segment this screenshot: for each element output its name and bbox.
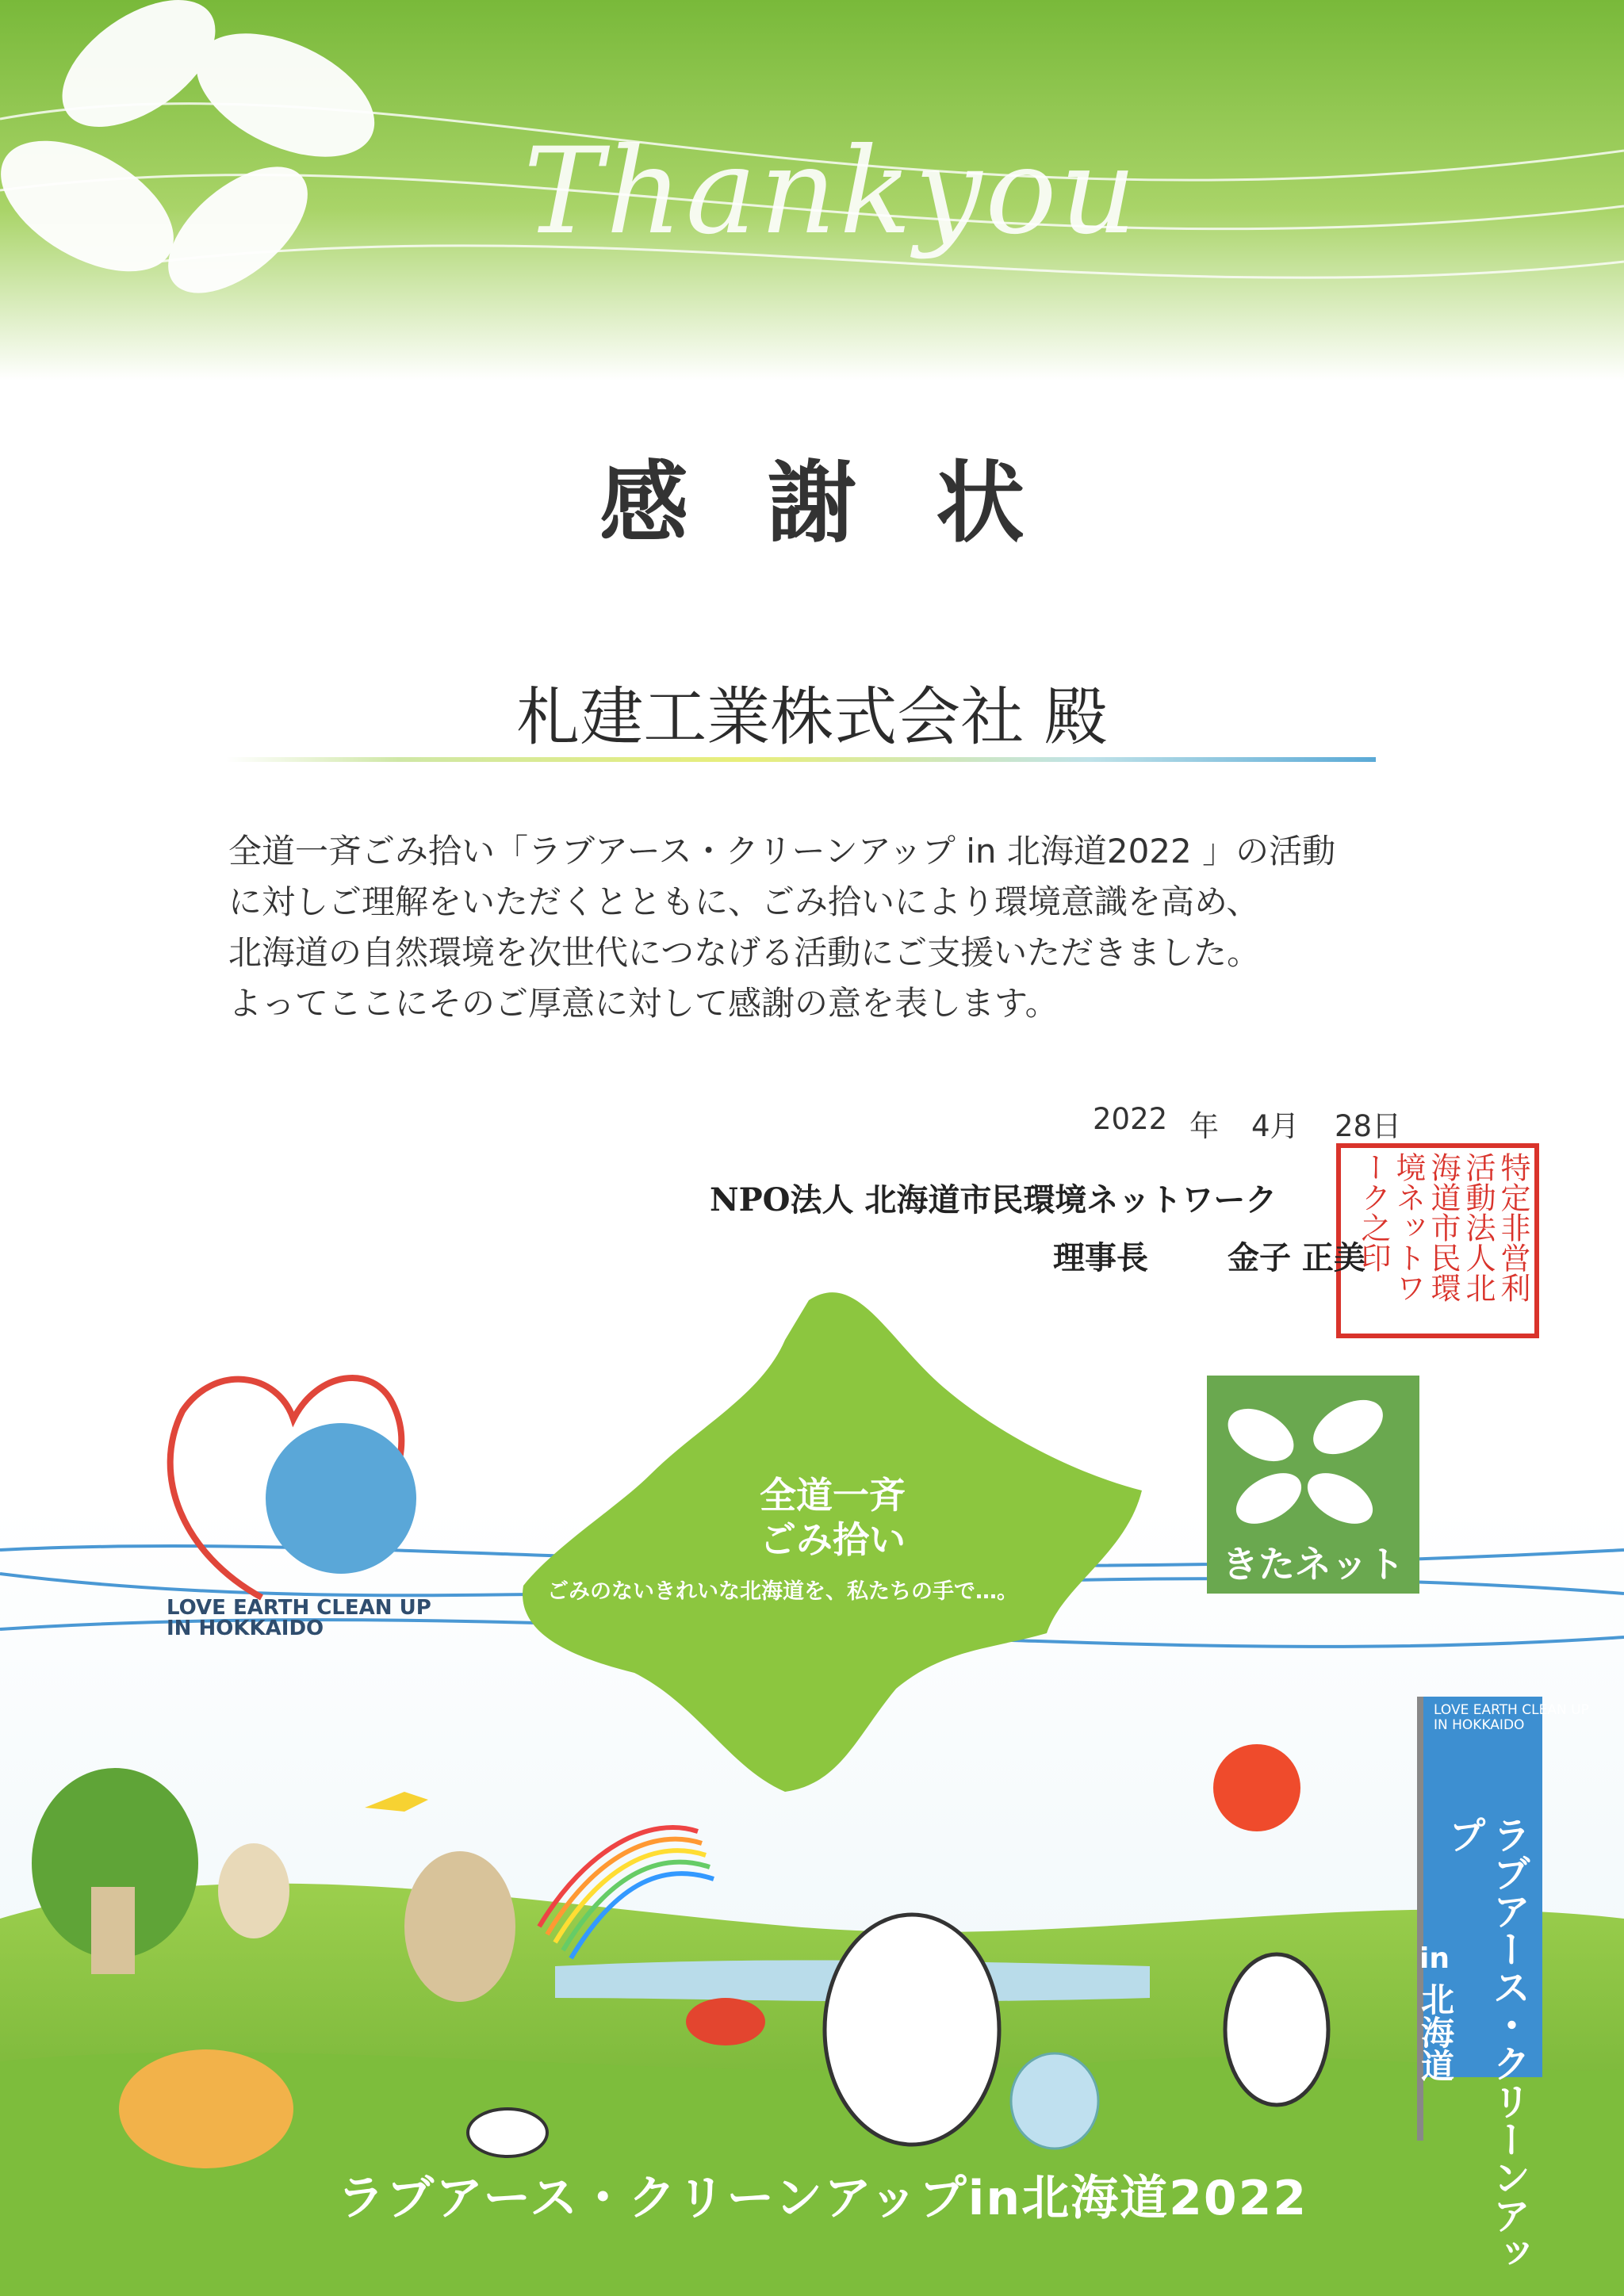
- certificate-body: [228, 826, 1418, 1029]
- flag-in-text: in: [1419, 1942, 1450, 1975]
- body-line: よってここにそのご厚意に対して感謝の意を表します。: [228, 984, 1059, 1023]
- issuer-organization: NPO法人 北海道市民環境ネットワーク: [710, 1181, 1277, 1219]
- date-year: 2022: [1093, 1102, 1168, 1136]
- crab-icon: [686, 1998, 765, 2045]
- trash-bag-icon: [1011, 2053, 1098, 2149]
- seal-text: 特定非営利活動法人北海道市民環境ネットワーク之印: [1356, 1152, 1530, 1303]
- map-headline: 全道一斉 ごみ拾い: [760, 1474, 906, 1561]
- sun-icon: [1213, 1744, 1300, 1831]
- flag-vertical-text: ラブアース・クリーンアップ: [1442, 1816, 1530, 2272]
- issuer-name: 金子 正美: [1228, 1239, 1365, 1276]
- recipient-name: 札建工業株式会社 殿: [516, 680, 1108, 754]
- kitanet-label: きたネット: [1222, 1543, 1404, 1586]
- bear-icon: [404, 1851, 515, 2002]
- issuer-title: 理事長: [1053, 1239, 1148, 1276]
- script-thankyou-title: Thankyou: [523, 123, 1140, 261]
- map-caption: ごみのないきれいな北海道を、私たちの手で…。: [547, 1579, 1018, 1604]
- rabbit-icon: [468, 2109, 547, 2156]
- certificate-title: 感謝状: [599, 451, 1104, 555]
- body-line: に対しご理解をいただくとともに、ごみ拾いにより環境意識を高め、: [228, 882, 1260, 921]
- date-day: 28日: [1335, 1109, 1402, 1143]
- flag-logo-text: LOVE EARTH CLEAN UP IN HOKKAIDO: [1434, 1702, 1589, 1733]
- date-month: 4月: [1251, 1109, 1300, 1143]
- footer-event-title: ラブアース・クリーンアップin北海道2022: [337, 2171, 1308, 2226]
- body-line: 北海道の自然環境を次世代につなげる活動にご支援いただきました。: [228, 933, 1261, 972]
- deer-icon: [119, 2049, 293, 2168]
- body-line: 全道一斉ごみ拾い「ラブアース・クリーンアップ in 北海道2022 」の活動: [228, 832, 1336, 871]
- recipient-underline: [226, 757, 1376, 762]
- flag-hokkaido-text: 北海道: [1416, 1982, 1455, 2082]
- dog-icon: [1225, 1954, 1328, 2105]
- cow-icon: [825, 1915, 999, 2145]
- date-year-unit: 年: [1189, 1109, 1219, 1143]
- love-earth-logo-text: LOVE EARTH CLEAN UP IN HOKKAIDO: [167, 1596, 431, 1640]
- earth-circle: [266, 1423, 416, 1574]
- owl-icon: [218, 1843, 289, 1938]
